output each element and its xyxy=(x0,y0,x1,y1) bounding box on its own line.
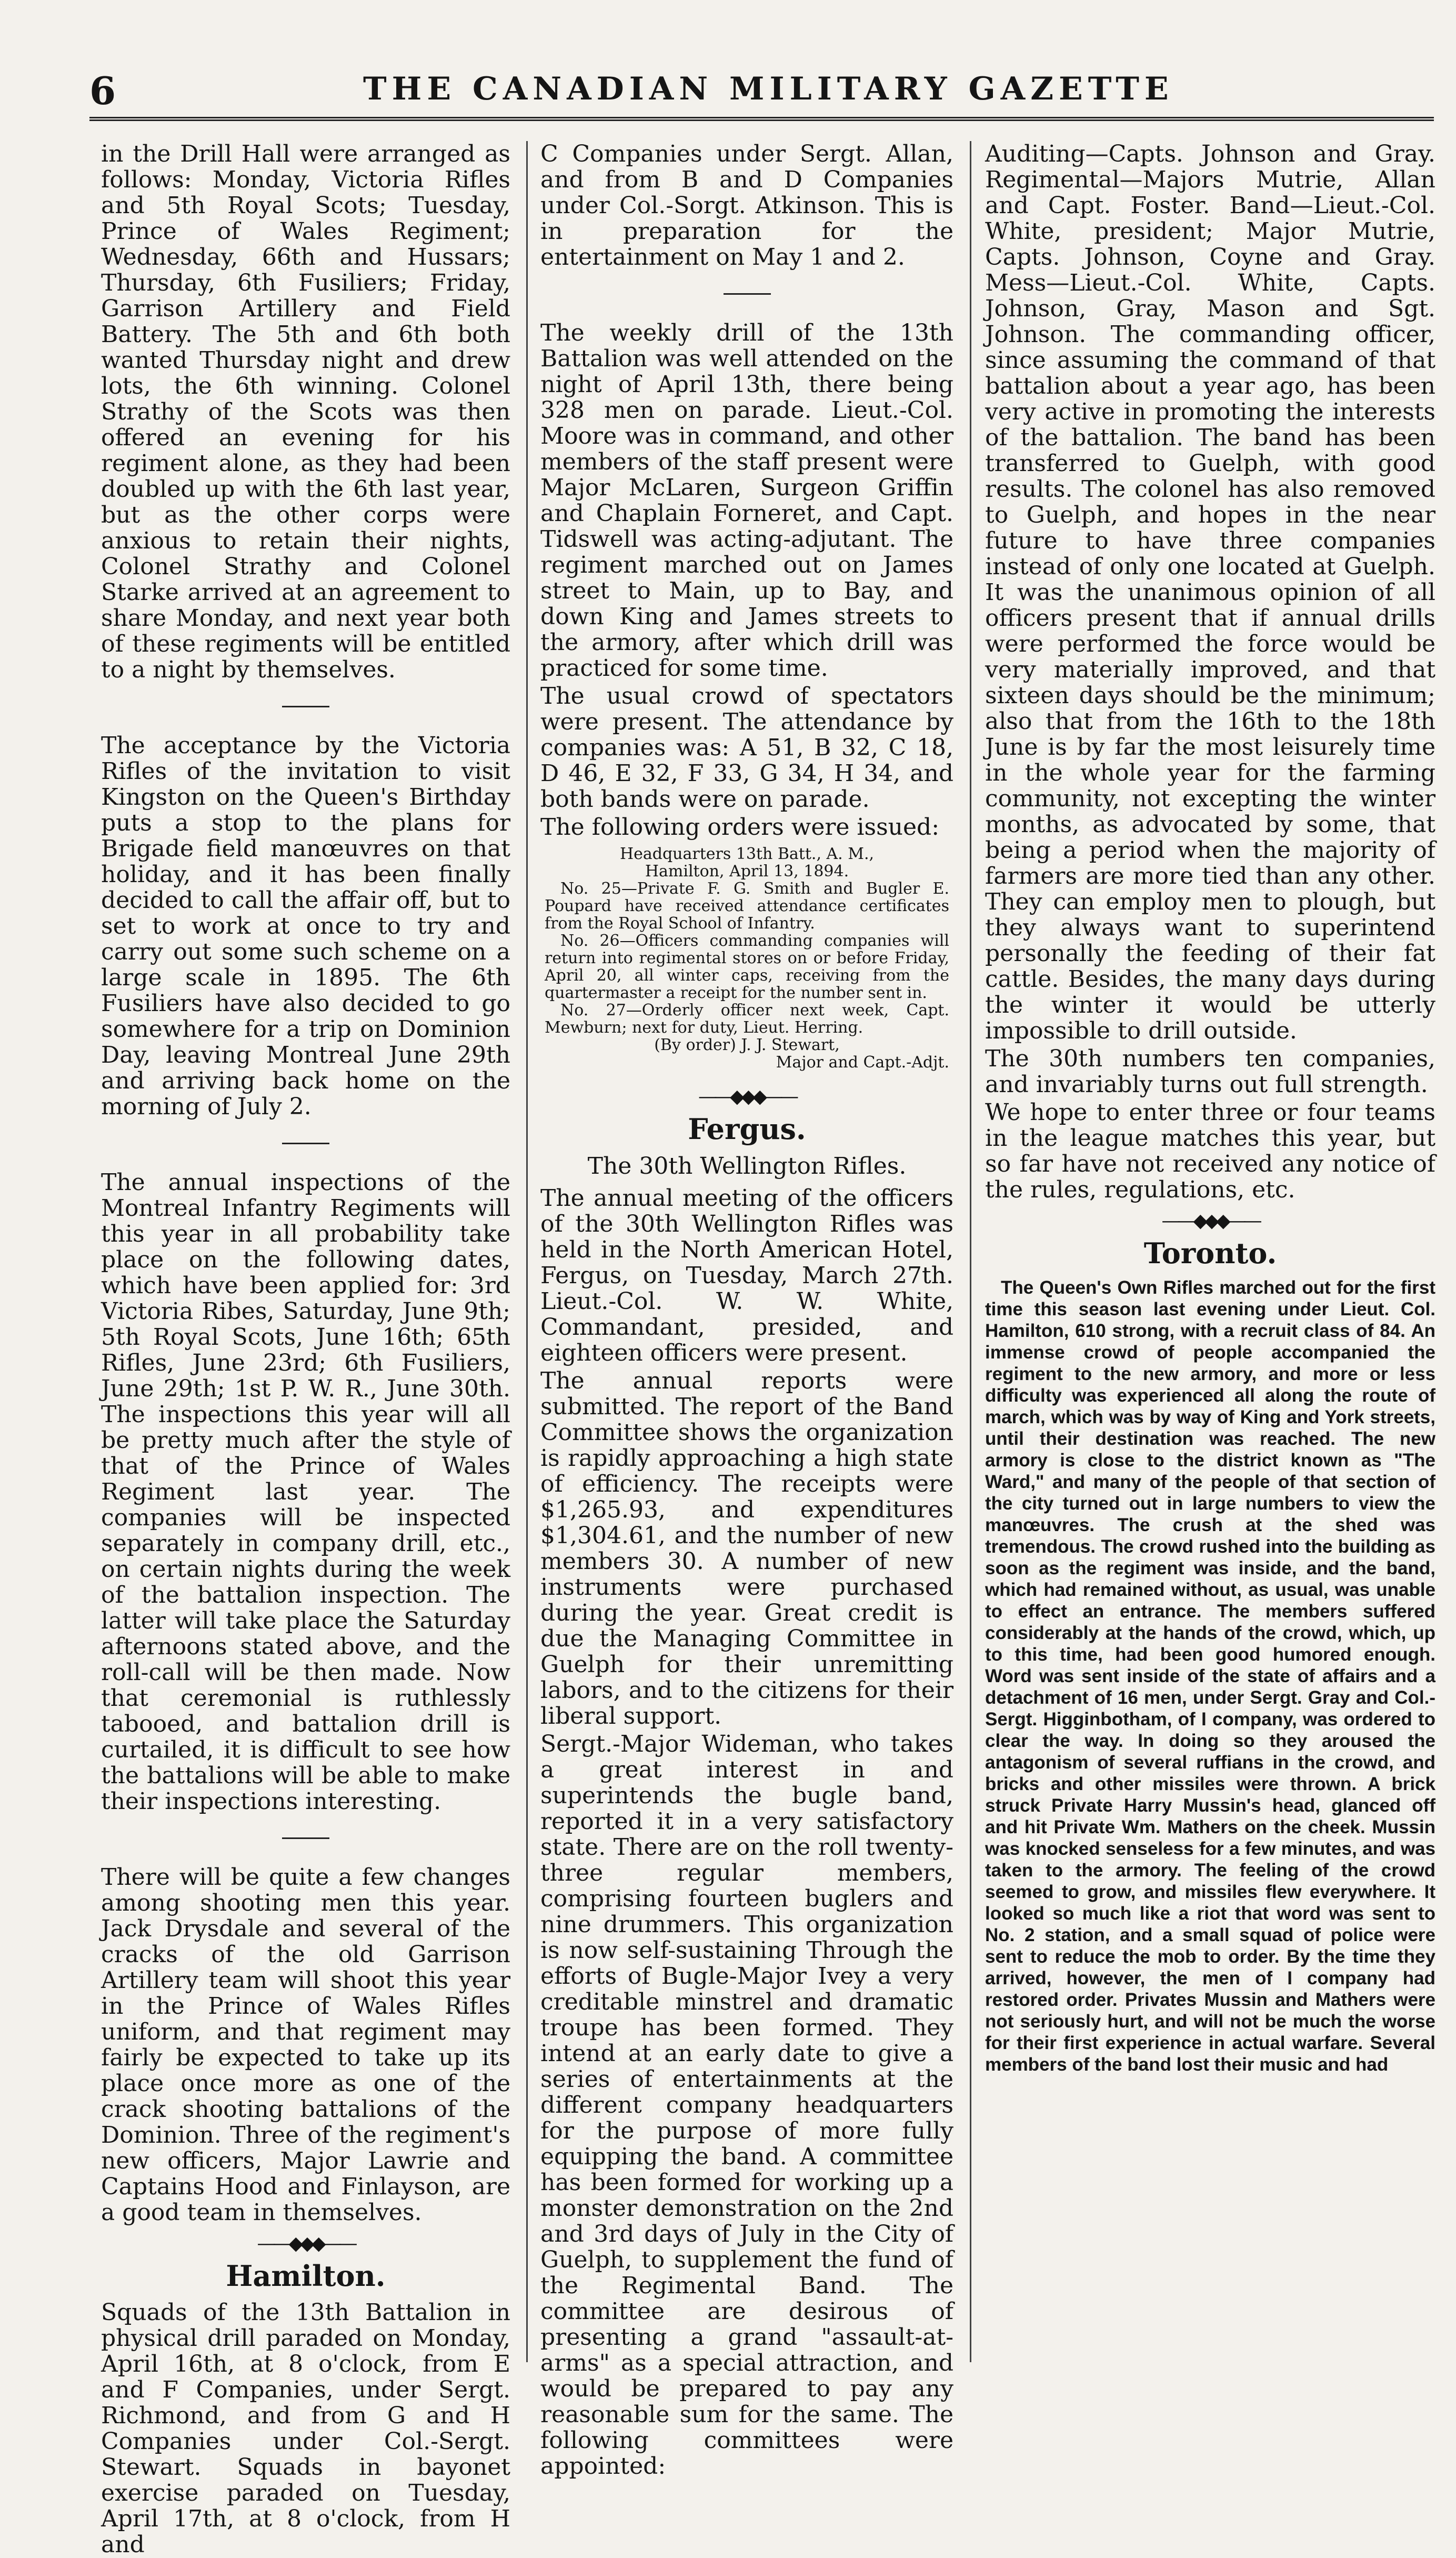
article-paragraph: The weekly drill of the 13th Battalion was well attended on the night of April 13th, there being 328 men on parade. Lieut.-Col. Moore was in command, and other members of the staff present were Major McLaren, Surgeon Griffin and Chaplain Forneret, and Capt. Tidswell was acting-adjutant. The regiment marched out on James street to Main, up to Bay, and down King and James streets to the armory, after which drill was practiced for some time. xyxy=(540,319,953,682)
article-paragraph: The following orders were issued: xyxy=(540,814,940,841)
section-heading-fergus: Fergus. xyxy=(688,1112,806,1146)
column-1 xyxy=(101,141,510,2558)
short-rule xyxy=(282,1837,329,1839)
section-ornament: ——◆◆◆—— xyxy=(698,1086,796,1107)
article-paragraph: Squads of the 13th Battalion in physical drill paraded on Monday, April 16th, at 8 o'clock, from E and F Companies, under Sergt. Richmond, and from G and H Companies under Col.-Sergt. Stewart. Squads in bayonet exercise paraded on Tuesday, April 17th, at 8 o'clock, from H and xyxy=(101,2299,510,2558)
orders-signature: (By order) J. J. Stewart, xyxy=(654,1036,840,1054)
order-item: No. 25—Private F. G. Smith and Bugler E. Poupard have received attendance certificates from the Royal School of Infantry. xyxy=(545,880,949,933)
orders-signature-title: Major and Capt.-Adjt. xyxy=(776,1053,949,1072)
column-3 xyxy=(985,141,1435,2362)
section-ornament: ——◆◆◆—— xyxy=(1161,1210,1259,1232)
article-paragraph: The annual inspections of the Montreal Infantry Regiments will this year in all probability take place on the following dates, which have been applied for: 3rd Victoria Ribes, Saturday, June 9th; 5th Royal Scots, June 16th; 65th Rifles, June 23rd; 6th Fusiliers, June 29th; 1st P. W. R., June 30th. The inspections this year will all be pretty much after the style of that of the Prince of Wales Regiment last year. The companies will be inspected separately in company drill, etc., on certain nights during the week of the battalion inspection. The latter will take place the Saturday afternoons stated above, and the roll-call will be then made. Now that ceremonial is ruthlessly tabooed, and battalion drill is curtailed, it is difficult to see how the battalions will be able to make their inspections interesting. xyxy=(101,1169,510,1815)
column-divider-1 xyxy=(526,141,528,2362)
order-item: No. 26—Officers commanding companies will return into regimental stores on or before Friday, April 20, all winter caps, receiving from the quartermaster a receipt for the number sent in. xyxy=(545,932,949,1002)
orders-dateline: Hamilton, April 13, 1894. xyxy=(645,862,849,881)
section-ornament: ——◆◆◆—— xyxy=(257,2233,355,2254)
short-rule xyxy=(724,293,771,295)
article-paragraph: We hope to enter three or four teams in the league matches this year, but so far have not received any notice of the rules, regulations, etc. xyxy=(985,1099,1435,1203)
article-paragraph: in the Drill Hall were arranged as follows: Monday, Victoria Rifles and 5th Royal Scots; Tuesday, Prince of Wales Regiment; Wednesday, 66th and Hussars; Thursday, 6th Fusiliers; Friday, Garrison Artillery and Field Battery. The 5th and 6th both wanted Thursday night and drew lots, the 6th winning. Colonel Strathy of the Scots was then offered an evening for his regiment alone, as they had been doubled up with the 6th last year, but as the other corps were anxious to retain their nights, Colonel Strathy and Colonel Starke arrived at an agreement to share Monday, and next year both of these regiments will be entitled to a night by themselves. xyxy=(101,141,510,683)
article-paragraph: The Queen's Own Rifles marched out for the first time this season last evening under Lieut. Col. Hamilton, 610 strong, with a recruit class of 84. An immense crowd of people accompanied the regiment to the new armory, and more or less difficulty was experienced all along the route of march, which was by way of King and York streets, until their destination was reached. The new armory is close to the district known as "The Ward," and many of the people of that section of the city turned out in large numbers to view the manœuvres. The crush at the shed was tremendous. The crowd rushed into the building as soon as the regiment was inside, and the band, which had remained without, as usual, was unable to effect an entrance. The members suffered considerably at the hands of the crowd, which, up to this time, had been good humored enough. Word was sent inside of the state of affairs and a detachment of 16 men, under Sergt. Gray and Col.-Sergt. Higginbotham, of I company, was ordered to clear the way. In doing so they aroused the antagonism of several ruffians in the crowd, and bricks and other missiles were thrown. A brick struck Private Harry Mussin's head, glanced off and hit Private Wm. Mathers on the cheek. Mussin was knocked senseless for a few minutes, and was taken to the armory. The feeling of the crowd seemed to grow, and missiles flew everywhere. It looked so much like a riot that word was sent to No. 2 station, and a small squad of police were sent to reduce the mob to order. By the time they arrived, however, the men of I company had restored order. Privates Mussin and Mathers were not seriously hurt, and will not be much the worse for their first experience in actual warfare. Several members of the band lost their music and had xyxy=(985,1277,1435,2075)
column-2 xyxy=(540,141,953,2480)
section-heading-toronto: Toronto. xyxy=(1143,1236,1277,1270)
section-heading-hamilton: Hamilton. xyxy=(226,2259,386,2293)
article-paragraph: Auditing—Capts. Johnson and Gray. Regimental—Majors Mutrie, Allan and Capt. Foster. Band—Lieut.-Col. White, president; Major Mutrie, Capts. Johnson, Coyne and Gray. Mess—Lieut.-Col. White, Capts. Johnson, Gray, Mason and Sgt. Johnson. The commanding officer, since assuming the command of that battalion about a year ago, has been very active in promoting the interests of the battalion. The band has been transferred to Guelph, with good results. The colonel has also removed to Guelph, and hopes in the near future to have three companies instead of only one located at Guelph. It was the unanimous opinion of all officers present that if annual drills were performed the force would be very materially improved, and that sixteen days should be the minimum; also that from the 16th to the 18th June is by far the most leisurely time in the whole year for the farming community, not excepting the winter months, as advocated by some, that being a period when the majority of farmers are more tied than any other. They can employ men to plough, but they always want to superintend personally the feeding of their fat cattle. Besides, the many days during the winter it would be utterly impossible to drill outside. xyxy=(985,141,1435,1044)
regimental-orders xyxy=(545,845,949,1071)
masthead-title: THE CANADIAN MILITARY GAZETTE xyxy=(363,71,1174,107)
orders-heading: Headquarters 13th Batt., A. M., xyxy=(619,845,875,863)
order-item: No. 27—Orderly officer next week, Capt. Mewburn; next for duty, Lieut. Herring. xyxy=(545,1001,949,1037)
page-number: 6 xyxy=(89,68,116,113)
article-paragraph: There will be quite a few changes among shooting men this year. Jack Drysdale and several of the cracks of the old Garrison Artillery team will shoot this year in the Prince of Wales Rifles uniform, and that regiment may fairly be expected to take up its place once more as one of the crack shooting battalions of the Dominion. Three of the regiment's new officers, Major Lawrie and Captains Hood and Finlayson, are a good team in themselves. xyxy=(101,1864,510,2226)
page-header xyxy=(89,68,1434,121)
header-rule xyxy=(89,117,1434,121)
column-divider-2 xyxy=(970,141,971,2362)
article-paragraph: The annual meeting of the officers of the 30th Wellington Rifles was held in the North American Hotel, Fergus, on Tuesday, March 27th. Lieut.-Col. W. W. White, Commandant, presided, and eighteen officers were present. xyxy=(540,1185,953,1366)
article-paragraph: The annual reports were submitted. The report of the Band Committee shows the organization is rapidly approaching a high state of efficiency. The receipts were $1,265.93, and expenditures $1,304.61, and the number of new members 30. A number of new instruments were purchased during the year. Great credit is due the Managing Committee in Guelph for their unremitting labors, and to the citizens for their liberal support. xyxy=(540,1367,953,1730)
article-paragraph: The acceptance by the Victoria Rifles of the invitation to visit Kingston on the Queen's Birthday puts a stop to the plans for Brigade field manœuvres on that holiday, and it has been finally decided to call the affair off, but to set to work at once to try and carry out some such scheme on a large scale in 1895. The 6th Fusiliers have also decided to go somewhere for a trip on Dominion Day, leaving Montreal June 29th and arriving back home on the morning of July 2. xyxy=(101,732,510,1120)
article-paragraph: Sergt.-Major Wideman, who takes a great interest in and superintends the bugle band, reported it in a very satisfactory state. There are on the roll twenty-three regular members, comprising fourteen buglers and nine drummers. This organization is now self-sustaining Through the efforts of Bugle-Major Ivey a very creditable minstrel and dramatic troupe has been formed. They intend at an early date to give a series of entertainments at the different company headquarters for the purpose of more fully equipping the band. A committee has been formed for working up a monster demonstration on the 2nd and 3rd days of July in the City of Guelph, to supplement the fund of the Regimental Band. The committee are desirous of presenting a grand "assault-at-arms" as a special attraction, and would be prepared to pay any reasonable sum for the same. The following committees were appointed: xyxy=(540,1731,953,2480)
short-rule xyxy=(282,706,329,707)
article-paragraph: The 30th numbers ten companies, and invariably turns out full strength. xyxy=(985,1045,1435,1098)
article-paragraph: C Companies under Sergt. Allan, and from B and D Companies under Col.-Sorgt. Atkinson. This is in preparation for the entertainment on May 1 and 2. xyxy=(540,141,953,271)
short-rule xyxy=(282,1143,329,1144)
article-paragraph: The usual crowd of spectators were present. The attendance by companies was: A 51, B 32, C 18, D 46, E 32, F 33, G 34, H 34, and both bands were on parade. xyxy=(540,683,953,813)
section-subheading: The 30th Wellington Rifles. xyxy=(587,1153,907,1180)
